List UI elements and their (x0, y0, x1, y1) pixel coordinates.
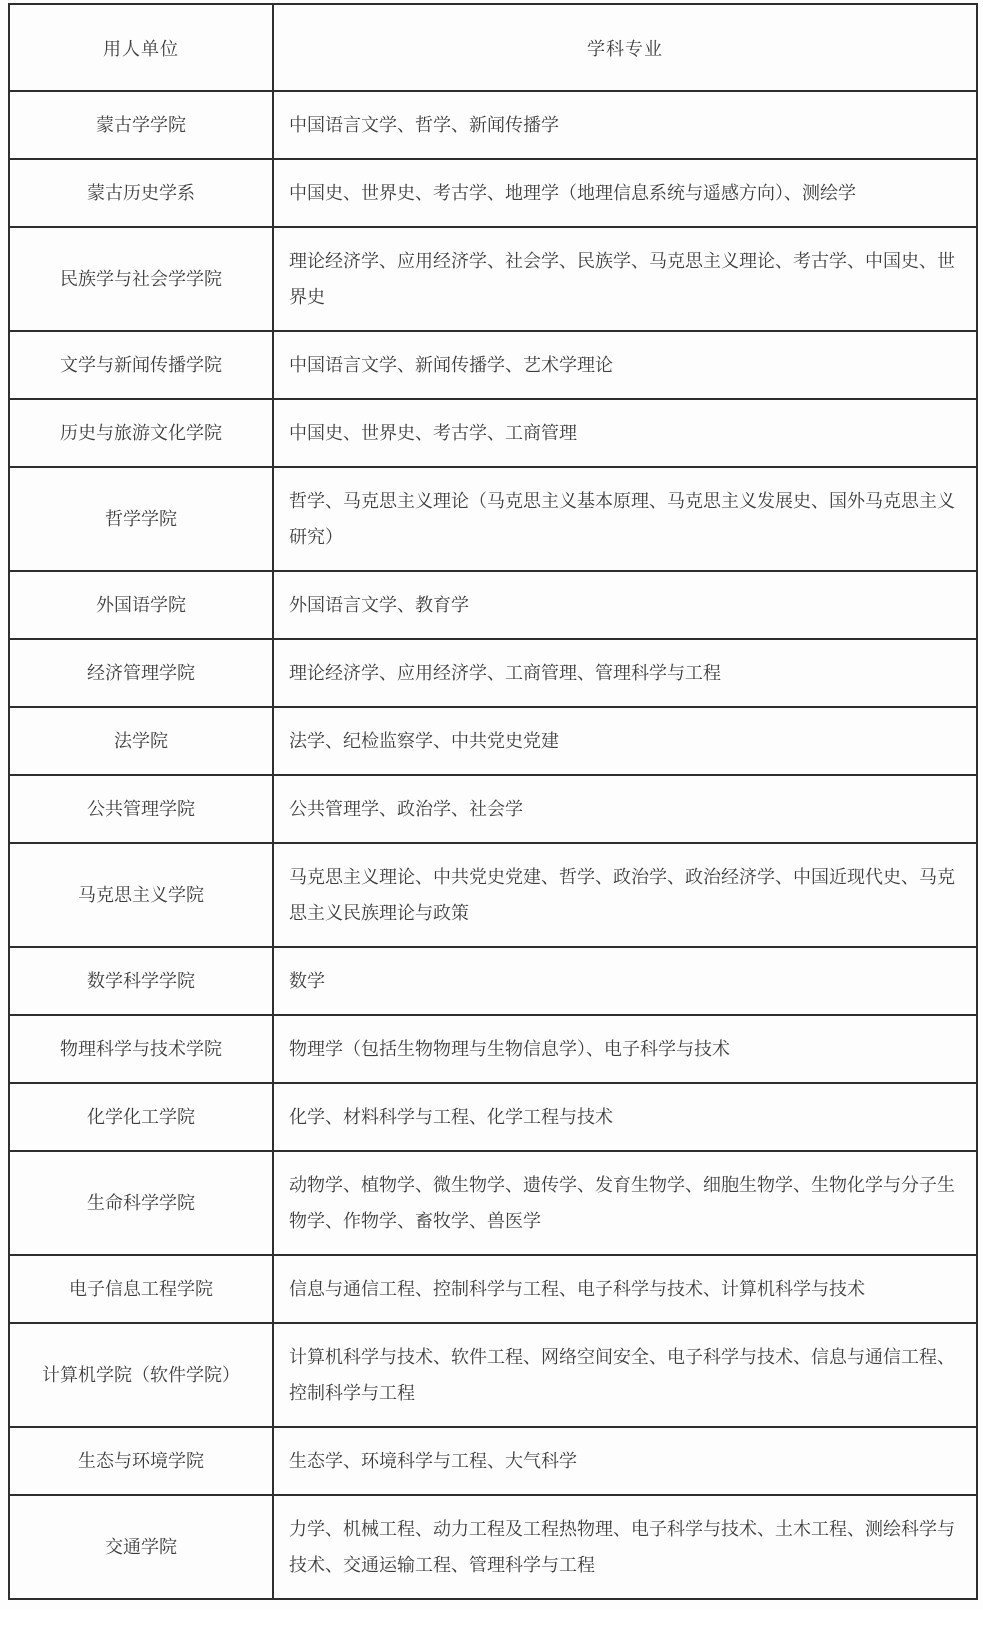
header-cell-majors: 学科专业 (273, 4, 977, 91)
header-row (9, 4, 977, 91)
majors-cell: 公共管理学、政治学、社会学 (273, 775, 977, 843)
majors-cell: 计算机科学与技术、软件工程、网络空间安全、电子科学与技术、信息与通信工程、控制科学与工程 (273, 1323, 977, 1427)
majors-cell: 物理学（包括生物物理与生物信息学）、电子科学与技术 (273, 1015, 977, 1083)
unit-cell: 法学院 (9, 707, 273, 775)
table-row (9, 1427, 977, 1495)
table-row (9, 1495, 977, 1599)
unit-cell: 物理科学与技术学院 (9, 1015, 273, 1083)
table-row (9, 1151, 977, 1255)
majors-cell: 力学、机械工程、动力工程及工程热物理、电子科学与技术、土木工程、测绘科学与技术、交通运输工程、管理科学与工程 (273, 1495, 977, 1599)
table-row (9, 639, 977, 707)
unit-cell: 哲学学院 (9, 467, 273, 571)
unit-cell: 马克思主义学院 (9, 843, 273, 947)
majors-cell: 法学、纪检监察学、中共党史党建 (273, 707, 977, 775)
table-row (9, 159, 977, 227)
table-row (9, 1083, 977, 1151)
table-row (9, 947, 977, 1015)
majors-cell: 中国史、世界史、考古学、工商管理 (273, 399, 977, 467)
unit-cell: 公共管理学院 (9, 775, 273, 843)
unit-cell: 外国语学院 (9, 571, 273, 639)
majors-cell: 马克思主义理论、中共党史党建、哲学、政治学、政治经济学、中国近现代史、马克思主义民族理论与政策 (273, 843, 977, 947)
table-row (9, 399, 977, 467)
unit-cell: 交通学院 (9, 1495, 273, 1599)
unit-cell: 化学化工学院 (9, 1083, 273, 1151)
unit-cell: 历史与旅游文化学院 (9, 399, 273, 467)
table-row (9, 843, 977, 947)
majors-cell: 哲学、马克思主义理论（马克思主义基本原理、马克思主义发展史、国外马克思主义研究） (273, 467, 977, 571)
table-row (9, 775, 977, 843)
table-row (9, 1015, 977, 1083)
unit-cell: 生态与环境学院 (9, 1427, 273, 1495)
majors-cell: 理论经济学、应用经济学、社会学、民族学、马克思主义理论、考古学、中国史、世界史 (273, 227, 977, 331)
majors-cell: 信息与通信工程、控制科学与工程、电子科学与技术、计算机科学与技术 (273, 1255, 977, 1323)
table-row (9, 571, 977, 639)
unit-cell: 电子信息工程学院 (9, 1255, 273, 1323)
majors-cell: 化学、材料科学与工程、化学工程与技术 (273, 1083, 977, 1151)
unit-cell: 蒙古学学院 (9, 91, 273, 159)
table-body (9, 91, 977, 1599)
unit-cell: 生命科学学院 (9, 1151, 273, 1255)
majors-cell: 中国史、世界史、考古学、地理学（地理信息系统与遥感方向）、测绘学 (273, 159, 977, 227)
table-row (9, 707, 977, 775)
unit-cell: 计算机学院（软件学院） (9, 1323, 273, 1427)
table-row (9, 1255, 977, 1323)
table-row (9, 1323, 977, 1427)
majors-cell: 中国语言文学、哲学、新闻传播学 (273, 91, 977, 159)
unit-cell: 数学科学学院 (9, 947, 273, 1015)
majors-cell: 动物学、植物学、微生物学、遗传学、发育生物学、细胞生物学、生物化学与分子生物学、作物学、畜牧学、兽医学 (273, 1151, 977, 1255)
header-cell-unit: 用人单位 (9, 4, 273, 91)
majors-cell: 生态学、环境科学与工程、大气科学 (273, 1427, 977, 1495)
majors-cell: 中国语言文学、新闻传播学、艺术学理论 (273, 331, 977, 399)
unit-cell: 文学与新闻传播学院 (9, 331, 273, 399)
table-row (9, 91, 977, 159)
majors-cell: 理论经济学、应用经济学、工商管理、管理科学与工程 (273, 639, 977, 707)
table-header (9, 4, 977, 91)
majors-cell: 外国语言文学、教育学 (273, 571, 977, 639)
majors-cell: 数学 (273, 947, 977, 1015)
table-row (9, 467, 977, 571)
table-row (9, 331, 977, 399)
unit-cell: 民族学与社会学学院 (9, 227, 273, 331)
recruitment-table (8, 3, 978, 1600)
unit-cell: 蒙古历史学系 (9, 159, 273, 227)
unit-cell: 经济管理学院 (9, 639, 273, 707)
table-row (9, 227, 977, 331)
